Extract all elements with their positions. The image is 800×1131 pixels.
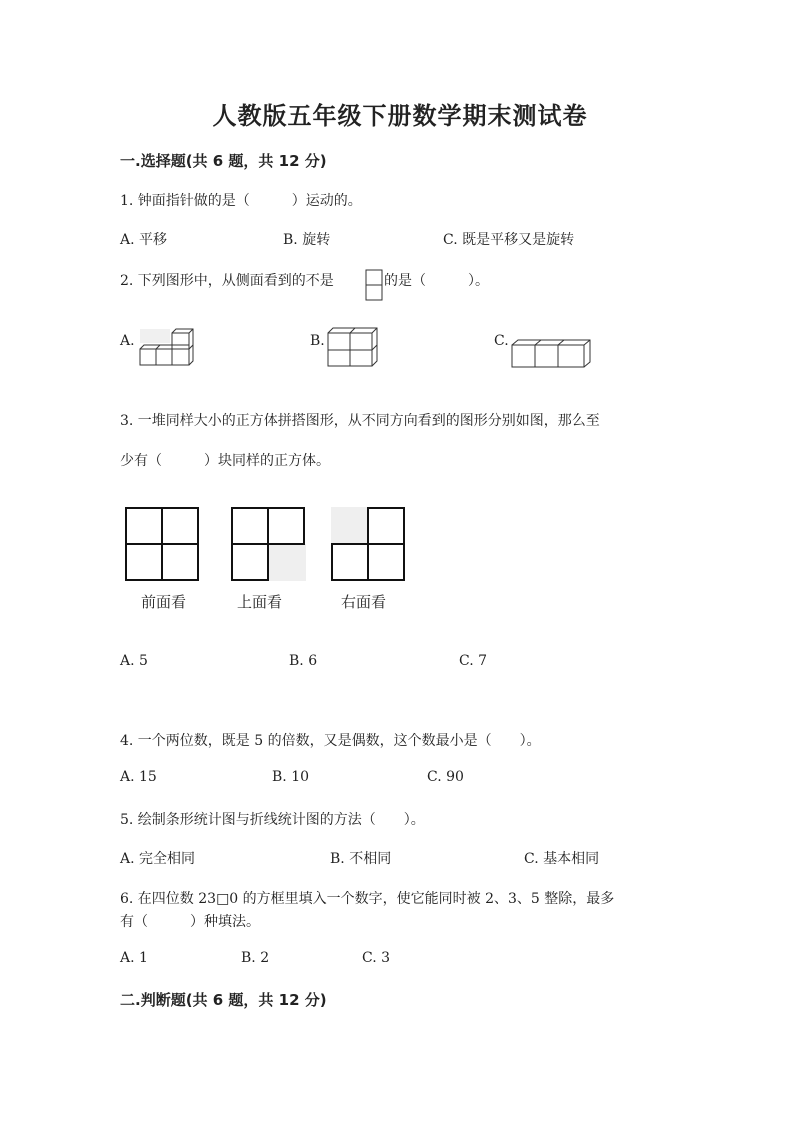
question-6-option-c[interactable]: C. 3	[362, 950, 391, 966]
cube-stack-figure-b	[326, 325, 386, 370]
question-6-text-line2: 有（ ）种填法。	[120, 914, 260, 930]
view-caption-right: 右面看	[341, 593, 387, 611]
cube-stack-figure-c	[510, 335, 595, 371]
page-title: 人教版五年级下册数学期末测试卷	[212, 102, 588, 130]
question-2-option-b[interactable]: B.	[310, 333, 325, 349]
question-3-option-a[interactable]: A. 5	[120, 653, 148, 669]
question-6-option-a[interactable]: A. 1	[120, 950, 148, 966]
cube-stack-figure-a	[138, 325, 198, 370]
question-3-text-line2: 少有（ ）块同样的正方体。	[120, 453, 330, 469]
question-4-option-b[interactable]: B. 10	[272, 769, 310, 785]
question-3-option-c[interactable]: C. 7	[459, 653, 488, 669]
question-6-text-line1: 6. 在四位数 23□0 的方框里填入一个数字，使它能同时被 2、3、5 整除，最多	[120, 891, 615, 907]
question-5-option-a[interactable]: A. 完全相同	[120, 851, 196, 867]
figure-square-bottom	[366, 285, 382, 300]
section-heading-choice: 一.选择题(共 6 题，共 12 分)	[120, 152, 327, 170]
question-3-option-b[interactable]: B. 6	[289, 653, 318, 669]
section-heading-judgement: 二.判断题(共 6 题，共 12 分)	[120, 991, 327, 1009]
question-6-option-b[interactable]: B. 2	[241, 950, 270, 966]
top-view-grid	[230, 506, 310, 584]
question-1-option-a[interactable]: A. 平移	[120, 232, 168, 248]
question-5-option-b[interactable]: B. 不相同	[330, 851, 392, 867]
figure-square-top	[366, 270, 382, 285]
view-caption-front: 前面看	[141, 593, 187, 611]
question-4-option-a[interactable]: A. 15	[120, 769, 157, 785]
question-4-option-c[interactable]: C. 90	[427, 769, 464, 785]
question-5-text: 5. 绘制条形统计图与折线统计图的方法（ ）。	[120, 812, 425, 828]
question-2-text-before: 2. 下列图形中，从侧面看到的不是	[120, 273, 334, 289]
front-view-grid	[124, 506, 202, 584]
question-2-text-after: 的是（ ）。	[384, 273, 489, 289]
question-5-option-c[interactable]: C. 基本相同	[524, 851, 600, 867]
question-1-option-c[interactable]: C. 既是平移又是旋转	[443, 232, 575, 248]
question-3-text-line1: 3. 一堆同样大小的正方体拼搭图形，从不同方向看到的图形分别如图，那么至	[120, 413, 600, 429]
question-1-text: 1. 钟面指针做的是（ ）运动的。	[120, 193, 362, 209]
question-1-option-b[interactable]: B. 旋转	[283, 232, 331, 248]
question-2-option-a[interactable]: A.	[120, 333, 135, 349]
question-4-text: 4. 一个两位数，既是 5 的倍数，又是偶数，这个数最小是（ ）。	[120, 733, 541, 749]
two-stacked-squares-figure	[365, 269, 385, 303]
question-2-option-c[interactable]: C.	[494, 333, 509, 349]
right-view-grid	[329, 506, 409, 584]
view-caption-top: 上面看	[237, 593, 283, 611]
